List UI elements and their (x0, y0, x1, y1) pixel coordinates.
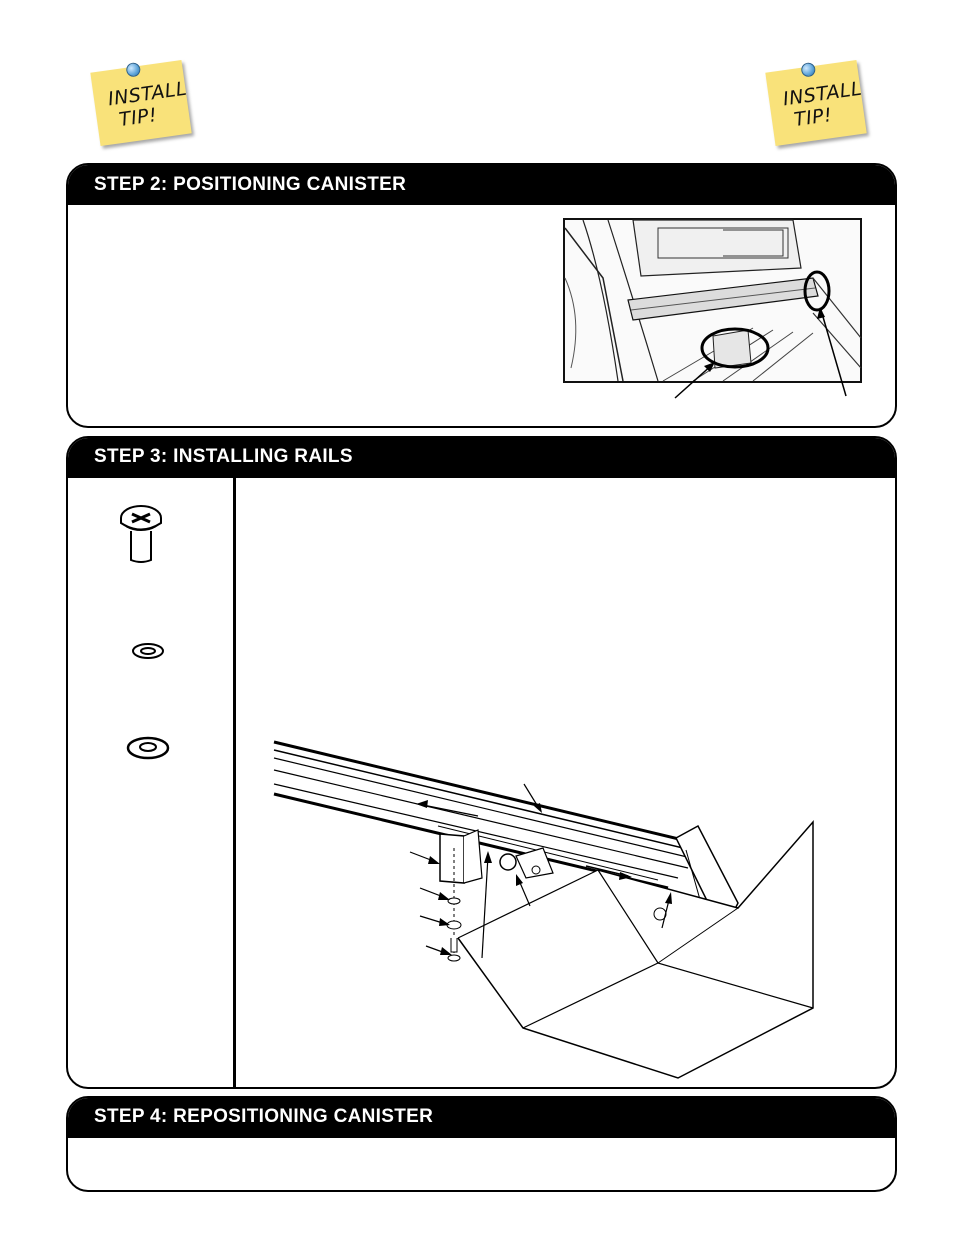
step-3-header (68, 438, 895, 478)
step-4-title: STEP 4: REPOSITIONING CANISTER (94, 1106, 434, 1127)
step-4-header (68, 1098, 895, 1138)
parts-column-divider (233, 478, 236, 1087)
tip-line-2: TIP! (792, 103, 834, 132)
lock-washer-icon (131, 641, 165, 661)
flat-washer-icon (125, 734, 171, 762)
install-tip-note-right (765, 60, 866, 146)
step-2-header (68, 165, 895, 205)
pushpin-icon (800, 62, 816, 78)
tip-line-1: INSTALL (106, 77, 189, 111)
tip-line-2: TIP! (117, 103, 159, 132)
step-4-panel (66, 1096, 897, 1192)
install-tip-note-left (90, 60, 191, 146)
truck-bed-canister-photo (563, 218, 863, 400)
pushpin-icon (125, 62, 141, 78)
tip-line-1: INSTALL (781, 77, 864, 111)
step-2-title: STEP 2: POSITIONING CANISTER (94, 174, 407, 195)
screw-icon (118, 504, 164, 566)
rail-assembly-diagram (268, 738, 820, 1080)
step-3-title: STEP 3: INSTALLING RAILS (94, 446, 353, 467)
